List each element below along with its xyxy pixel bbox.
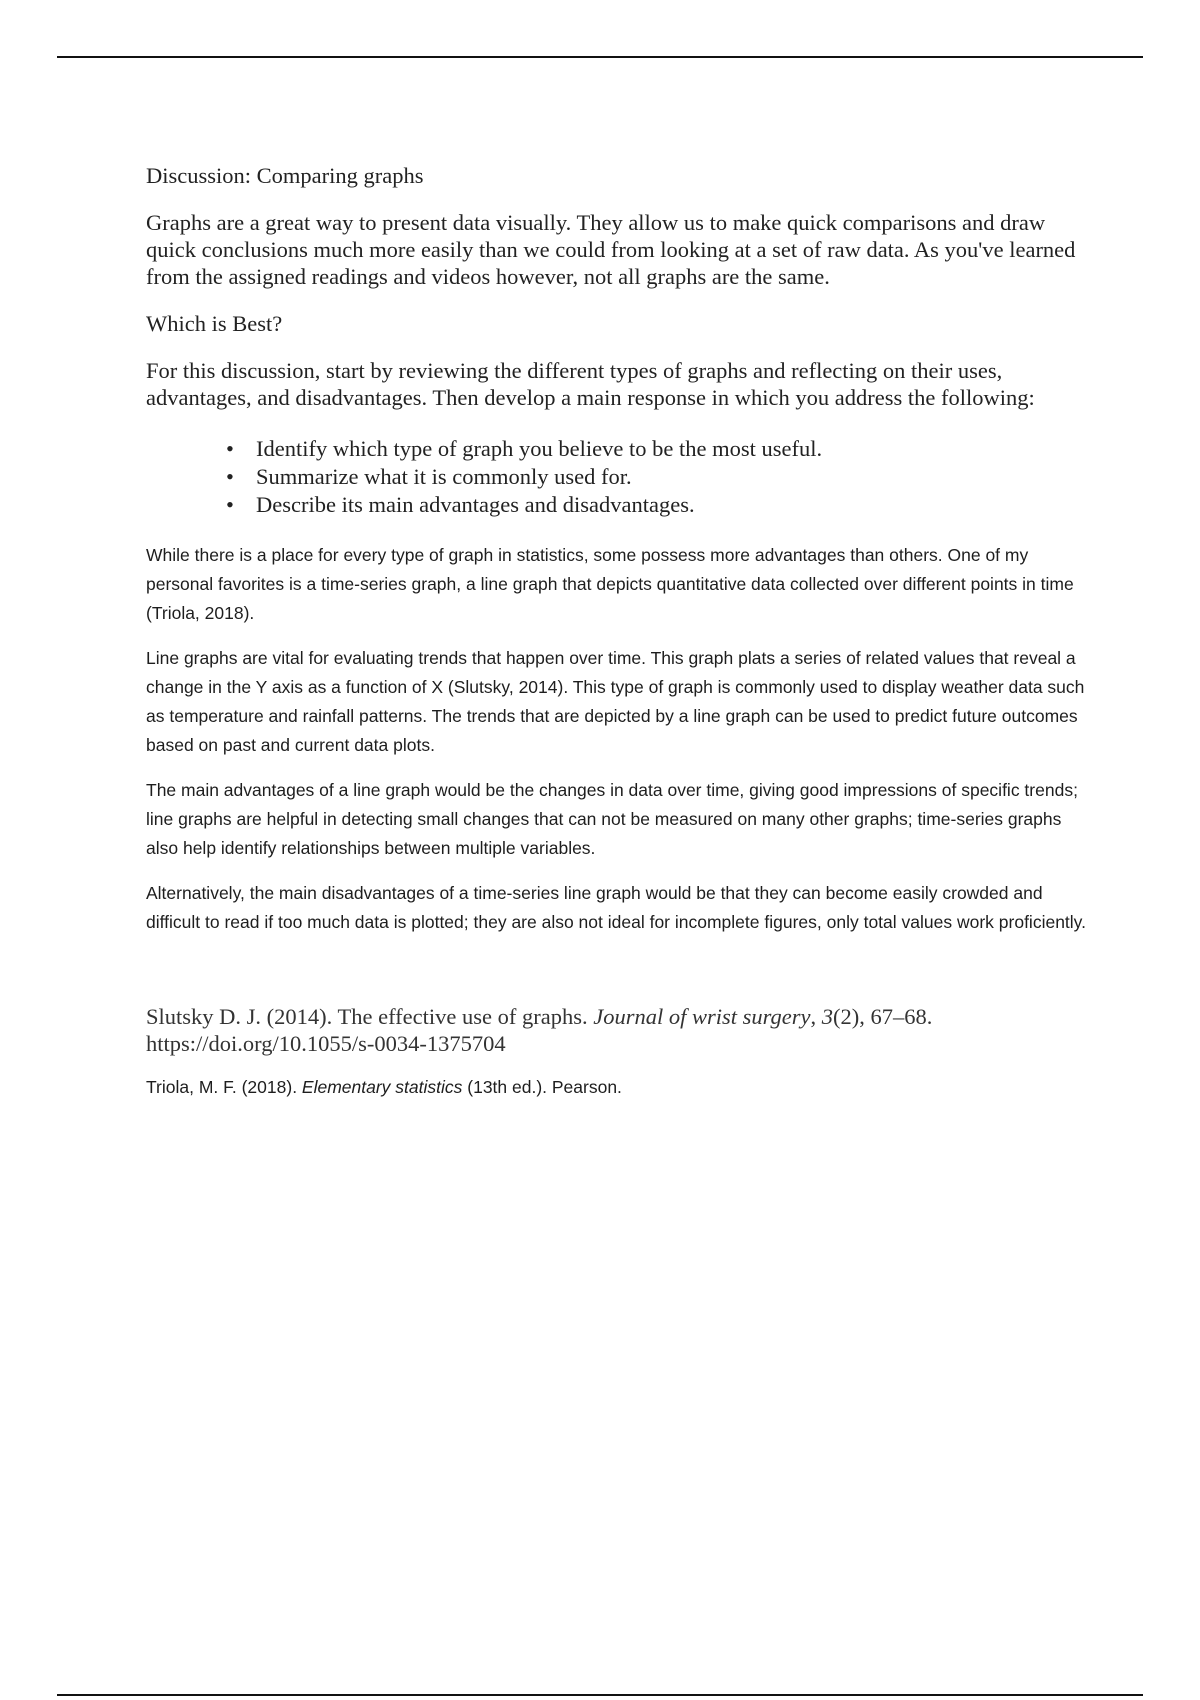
reference-text: Triola, M. F. (2018).: [146, 1077, 302, 1097]
response-paragraph: The main advantages of a line graph would be the changes in data over time, giving good impressions of specific trends; line graphs are helpful in detecting small changes that can not be measured on many other graphs; time-series graphs also help identify relationships between multiple variables.: [146, 780, 1078, 858]
response-paragraph: Line graphs are vital for evaluating trends that happen over time. This graph plats a series of related values that reveal a change in the Y axis as a function of X (Slutsky, 2014). This type of graph is commonly used to display weather data such as temperature and rainfall patterns. The trends that are depicted by a line graph can be used to predict future outcomes based on past and current data plots.: [146, 648, 1085, 755]
reference-text: (2), 67–68. https://doi.org/10.1055/s-0034-1375704: [146, 1004, 933, 1056]
list-item-text: Describe its main advantages and disadvantages.: [256, 492, 695, 517]
reference-journal: Journal of wrist surgery: [593, 1004, 811, 1029]
response-paragraph: Alternatively, the main disadvantages of a time-series line graph would be that they can become easily crowded and difficult to read if too much data is plotted; they are also not ideal for incomplete figures, only total values work proficiently.: [146, 883, 1086, 932]
response-paragraph: While there is a place for every type of graph in statistics, some possess more advantages than others. One of my personal favorites is a time-series graph, a line graph that depicts quantitative data collected over different points in time (Triola, 2018).: [146, 545, 1074, 623]
reference-separator: ,: [810, 1004, 822, 1029]
top-rule: [57, 56, 1143, 58]
intro-paragraph: Graphs are a great way to present data visually. They allow us to make quick comparisons and draw quick conclusions much more easily than we could from looking at a set of raw data. As you've learned from the assigned readings and videos however, not all graphs are the same.: [146, 210, 1076, 289]
reference-slutsky: [146, 1003, 1086, 1057]
bullet-icon: •: [226, 492, 234, 517]
list-item: [226, 491, 1086, 519]
bullet-icon: •: [226, 464, 234, 489]
list-item-text: Summarize what it is commonly used for.: [256, 464, 632, 489]
reference-book-title: Elementary statistics: [301, 1077, 463, 1097]
list-item: [226, 435, 1086, 463]
requirements-list: [146, 435, 1086, 519]
document-body: [146, 162, 1086, 1102]
list-item: [226, 463, 1086, 491]
page-title: Discussion: Comparing graphs: [146, 163, 424, 188]
subheading: Which is Best?: [146, 311, 283, 336]
reference-volume: 3: [821, 1004, 834, 1029]
bullet-icon: •: [226, 436, 234, 461]
prompt-paragraph: For this discussion, start by reviewing the different types of graphs and reflecting on their uses, advantages, and disadvantages. Then develop a main response in which you address the following:: [146, 358, 1035, 410]
bottom-rule: [57, 1694, 1143, 1696]
reference-text: (13th ed.). Pearson.: [462, 1077, 622, 1097]
list-item-text: Identify which type of graph you believe to be the most useful.: [256, 436, 823, 461]
reference-triola: [146, 1073, 1086, 1102]
reference-text: Slutsky D. J. (2014). The effective use of graphs.: [146, 1004, 594, 1029]
